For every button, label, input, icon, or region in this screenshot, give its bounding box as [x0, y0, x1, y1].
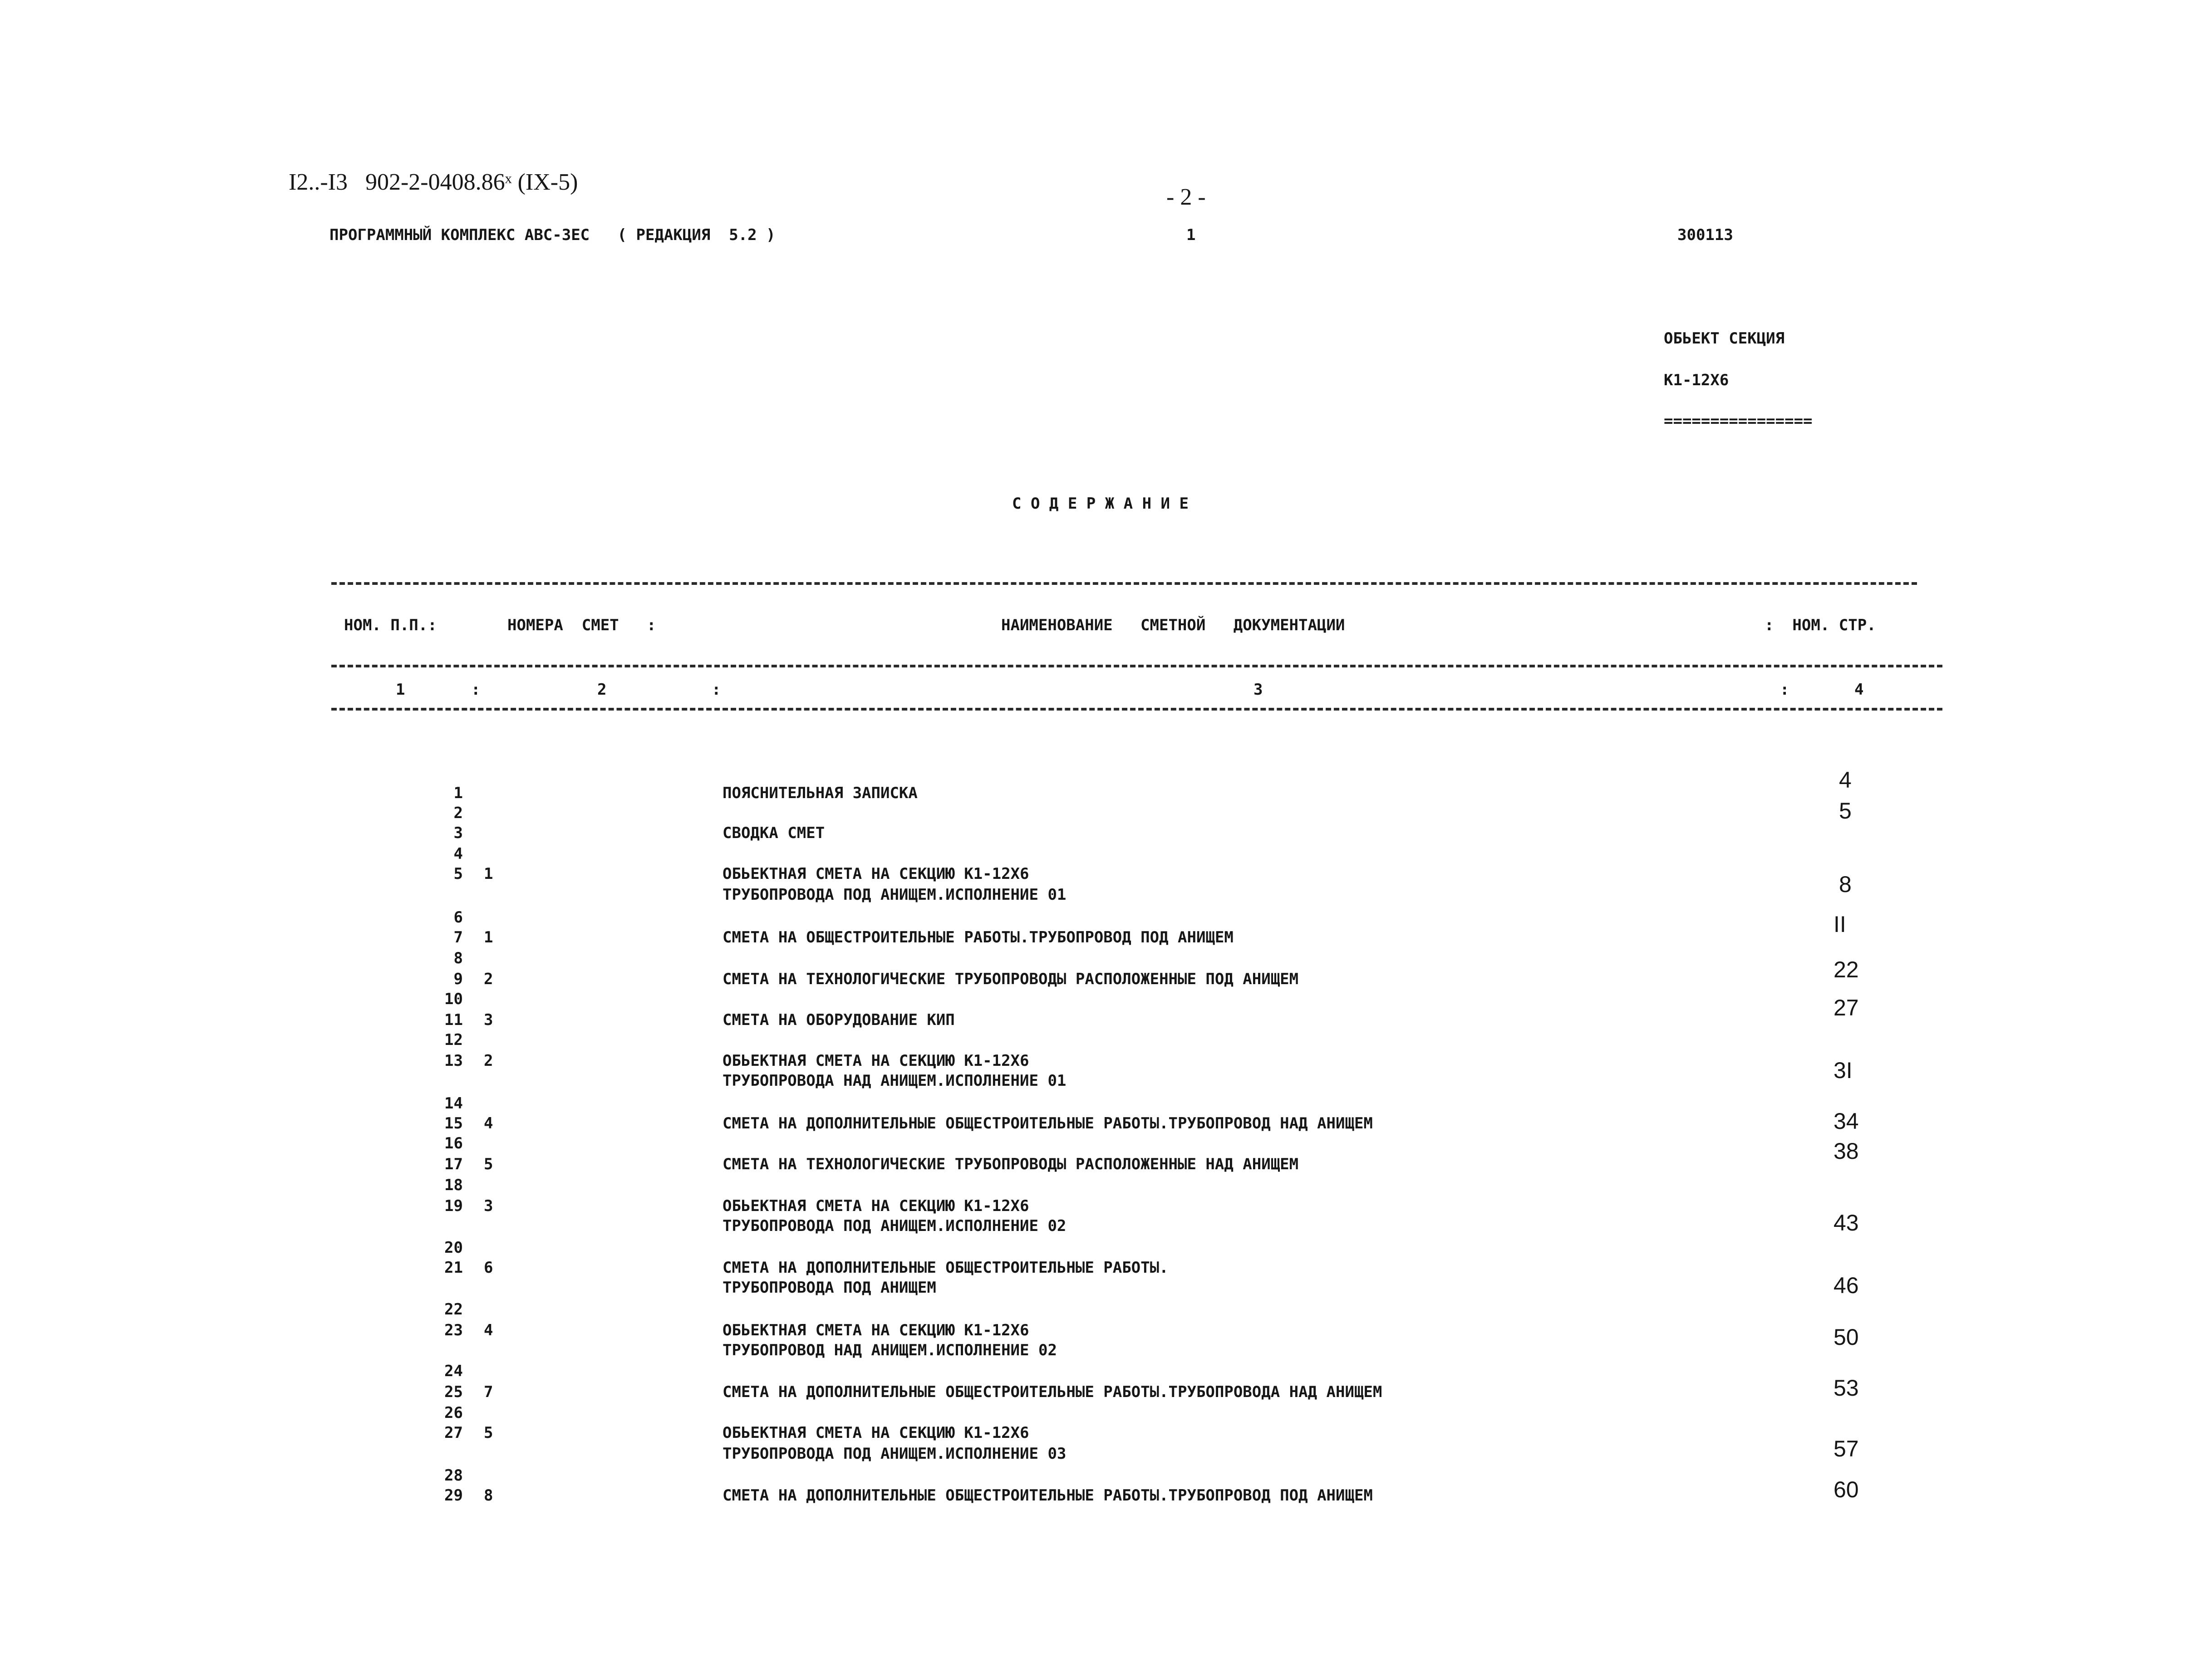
estimate-number: 8 — [484, 1486, 493, 1505]
table-rule-top — [331, 582, 1917, 585]
page-ref: 46 — [1834, 1273, 1859, 1298]
page-ref: 43 — [1834, 1210, 1859, 1235]
header-col-page: : НОМ. СТР. — [1765, 616, 1876, 634]
entry-title: СМЕТА НА ОБЩЕСТРОИТЕЛЬНЫЕ РАБОТЫ.ТРУБОПРОВОД ПОД АНИЩЕМ — [723, 928, 1234, 946]
entry-title: СМЕТА НА ДОПОЛНИТЕЛЬНЫЕ ОБЩЕСТРОИТЕЛЬНЫЕ РАБОТЫ.ТРУБОПРОВОД НАД АНИЩЕМ — [723, 1114, 1373, 1133]
row-number: 21 — [444, 1259, 463, 1277]
header-index-1: 1 — [396, 681, 405, 699]
header-col-nom: НОМ. П.П.: — [344, 616, 437, 634]
estimate-number: 4 — [484, 1114, 493, 1133]
row-number: 17 — [444, 1155, 463, 1173]
estimate-number: 7 — [484, 1383, 493, 1401]
entry-title: ОБЬЕКТНАЯ СМЕТА НА СЕКЦИЮ К1-12Х6 — [723, 1321, 1029, 1339]
entry-title: ОБЬЕКТНАЯ СМЕТА НА СЕКЦИЮ К1-12Х6 — [723, 1424, 1029, 1442]
row-number: 27 — [444, 1424, 463, 1442]
estimate-number: 5 — [484, 1155, 493, 1173]
table-rule-mid — [331, 665, 1942, 667]
entry-title: СМЕТА НА ТЕХНОЛОГИЧЕСКИЕ ТРУБОПРОВОДЫ РАСПОЛОЖЕННЫЕ ПОД АНИЩЕМ — [723, 970, 1299, 988]
row-number: 28 — [444, 1466, 463, 1485]
entry-title-continued: ТРУБОПРОВОДА ПОД АНИЩЕМ — [723, 1279, 936, 1297]
header-col-name: НАИМЕНОВАНИЕ СМЕТНОЙ ДОКУМЕНТАЦИИ — [1001, 616, 1345, 634]
page-ref: 5 — [1839, 798, 1852, 824]
row-number: 2 — [453, 804, 463, 822]
header-sep-3: : — [1780, 681, 1789, 699]
page-ref: II — [1834, 912, 1846, 937]
entry-title-continued: ТРУБОПРОВОДА ПОД АНИЩЕМ.ИСПОЛНЕНИЕ 03 — [723, 1445, 1067, 1463]
row-number: 14 — [444, 1094, 463, 1113]
page-ref: 57 — [1834, 1436, 1859, 1461]
row-number: 12 — [444, 1031, 463, 1049]
header-index-3: 3 — [1253, 681, 1263, 699]
estimate-number: 3 — [484, 1011, 493, 1029]
entry-title: СМЕТА НА ДОПОЛНИТЕЛЬНЫЕ ОБЩЕСТРОИТЕЛЬНЫЕ РАБОТЫ.ТРУБОПРОВОДА НАД АНИЩЕМ — [723, 1383, 1382, 1401]
object-label: ОБЬЕКТ СЕКЦИЯ — [1664, 329, 1785, 348]
object-underline: ================ — [1664, 412, 1813, 430]
header-sep-1: : — [471, 681, 481, 699]
row-number: 19 — [444, 1197, 463, 1215]
entry-title: СВОДКА СМЕТ — [723, 824, 825, 842]
document-reference: I2..-I3 902-2-0408.86ˣ (IX-5) — [289, 169, 578, 195]
row-number: 23 — [444, 1321, 463, 1339]
entry-title: ОБЬЕКТНАЯ СМЕТА НА СЕКЦИЮ К1-12Х6 — [723, 1052, 1029, 1070]
contents-title: С О Д Е Р Ж А Н И Е — [1012, 495, 1189, 513]
entry-title: СМЕТА НА ТЕХНОЛОГИЧЕСКИЕ ТРУБОПРОВОДЫ РАСПОЛОЖЕННЫЕ НАД АНИЩЕМ — [723, 1155, 1299, 1173]
row-number: 24 — [444, 1362, 463, 1380]
header-column-number: 1 — [1186, 226, 1196, 244]
estimate-number: 5 — [484, 1424, 493, 1442]
row-number: 25 — [444, 1383, 463, 1401]
page-ref: 4 — [1839, 767, 1852, 793]
row-number: 5 — [453, 865, 463, 883]
page-ref: 50 — [1834, 1324, 1859, 1350]
header-col-smet: НОМЕРА СМЕТ : — [507, 616, 656, 634]
row-number: 10 — [444, 990, 463, 1008]
header-index-2: 2 — [597, 681, 607, 699]
page-ref: 22 — [1834, 957, 1859, 982]
estimate-number: 3 — [484, 1197, 493, 1215]
entry-title: СМЕТА НА ОБОРУДОВАНИЕ КИП — [723, 1011, 955, 1029]
row-number: 26 — [444, 1404, 463, 1422]
object-name: К1-12Х6 — [1664, 371, 1729, 389]
row-number: 6 — [453, 908, 463, 927]
page-number: - 2 - — [1166, 184, 1206, 210]
header-sep-2: : — [712, 681, 721, 699]
row-number: 15 — [444, 1114, 463, 1133]
estimate-number: 1 — [484, 865, 493, 883]
estimate-number: 6 — [484, 1259, 493, 1277]
row-number: 29 — [444, 1486, 463, 1505]
entry-title: ПОЯСНИТЕЛЬНАЯ ЗАПИСКА — [723, 784, 918, 802]
row-number: 4 — [453, 845, 463, 863]
page-ref: 60 — [1834, 1477, 1859, 1502]
row-number: 3 — [453, 824, 463, 842]
row-number: 20 — [444, 1239, 463, 1257]
estimate-number: 2 — [484, 1052, 493, 1070]
row-number: 9 — [453, 970, 463, 988]
page-ref: 3I — [1834, 1058, 1853, 1083]
entry-title: СМЕТА НА ДОПОЛНИТЕЛЬНЫЕ ОБЩЕСТРОИТЕЛЬНЫЕ РАБОТЫ. — [723, 1259, 1169, 1277]
row-number: 11 — [444, 1011, 463, 1029]
row-number: 13 — [444, 1052, 463, 1070]
entry-title: ОБЬЕКТНАЯ СМЕТА НА СЕКЦИЮ К1-12Х6 — [723, 1197, 1029, 1215]
estimate-number: 4 — [484, 1321, 493, 1339]
page-ref: 53 — [1834, 1375, 1859, 1401]
entry-title: СМЕТА НА ДОПОЛНИТЕЛЬНЫЕ ОБЩЕСТРОИТЕЛЬНЫЕ РАБОТЫ.ТРУБОПРОВОД ПОД АНИЩЕМ — [723, 1486, 1373, 1505]
row-number: 22 — [444, 1300, 463, 1319]
row-number: 8 — [453, 949, 463, 967]
row-number: 16 — [444, 1134, 463, 1152]
program-title: ПРОГРАММНЫЙ КОМПЛЕКС АВС-ЗЕС ( РЕДАКЦИЯ 5.2 ) — [329, 226, 776, 244]
page-ref: 27 — [1834, 995, 1859, 1020]
estimate-number: 1 — [484, 928, 493, 946]
entry-title-continued: ТРУБОПРОВОДА НАД АНИЩЕМ.ИСПОЛНЕНИЕ 01 — [723, 1072, 1067, 1090]
header-index-4: 4 — [1854, 681, 1864, 699]
document-code: 300113 — [1677, 226, 1733, 244]
row-number: 1 — [453, 784, 463, 802]
page-ref: 38 — [1834, 1138, 1859, 1164]
table-rule-bottom — [331, 708, 1942, 711]
row-number: 18 — [444, 1176, 463, 1194]
entry-title: ОБЬЕКТНАЯ СМЕТА НА СЕКЦИЮ К1-12Х6 — [723, 865, 1029, 883]
page-ref: 34 — [1834, 1108, 1859, 1134]
entry-title-continued: ТРУБОПРОВОДА ПОД АНИЩЕМ.ИСПОЛНЕНИЕ 02 — [723, 1217, 1067, 1235]
estimate-number: 2 — [484, 970, 493, 988]
row-number: 7 — [453, 928, 463, 946]
entry-title-continued: ТРУБОПРОВОДА ПОД АНИЩЕМ.ИСПОЛНЕНИЕ 01 — [723, 886, 1067, 904]
entry-title-continued: ТРУБОПРОВОД НАД АНИЩЕМ.ИСПОЛНЕНИЕ 02 — [723, 1341, 1057, 1359]
page-ref: 8 — [1839, 872, 1852, 897]
